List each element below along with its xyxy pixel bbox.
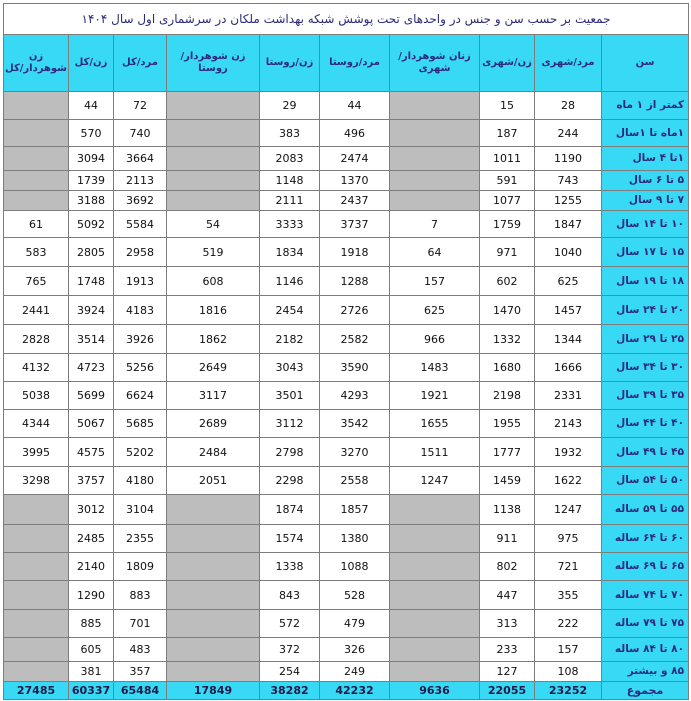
value-cell: 1816 bbox=[167, 296, 260, 325]
empty-cell bbox=[167, 662, 260, 682]
age-group-cell: ۴۰ تا ۴۴ سال bbox=[602, 410, 689, 438]
empty-cell bbox=[390, 638, 480, 662]
empty-cell bbox=[167, 553, 260, 581]
empty-cell bbox=[167, 171, 260, 191]
table-row bbox=[4, 267, 689, 296]
empty-cell bbox=[390, 120, 480, 147]
value-cell: 602 bbox=[480, 267, 535, 296]
value-cell: 966 bbox=[390, 325, 480, 354]
age-group-cell: ۵ تا ۶ سال bbox=[602, 171, 689, 191]
age-group-cell: ۵۵ تا ۵۹ ساله bbox=[602, 495, 689, 525]
table-row bbox=[4, 410, 689, 438]
age-group-cell: ۱ماه تا ۱سال bbox=[602, 120, 689, 147]
table-row bbox=[4, 211, 689, 238]
value-cell: 605 bbox=[69, 638, 114, 662]
table-row bbox=[4, 325, 689, 354]
value-cell: 3043 bbox=[260, 354, 320, 382]
age-group-cell: ۲۰ تا ۲۴ سال bbox=[602, 296, 689, 325]
table-row bbox=[4, 662, 689, 682]
empty-cell bbox=[4, 581, 69, 610]
value-cell: 1921 bbox=[390, 382, 480, 410]
value-cell: 72 bbox=[114, 92, 167, 120]
value-cell: 1847 bbox=[535, 211, 602, 238]
age-group-cell: ۶۵ تا ۶۹ ساله bbox=[602, 553, 689, 581]
value-cell: 2805 bbox=[69, 238, 114, 267]
table-row bbox=[4, 92, 689, 120]
value-cell: 5584 bbox=[114, 211, 167, 238]
empty-cell bbox=[4, 171, 69, 191]
value-cell: 3117 bbox=[167, 382, 260, 410]
value-cell: 1190 bbox=[535, 147, 602, 171]
value-cell: 2298 bbox=[260, 467, 320, 495]
value-cell: 381 bbox=[69, 662, 114, 682]
value-cell: 4132 bbox=[4, 354, 69, 382]
age-group-cell: ۱۰ تا ۱۴ سال bbox=[602, 211, 689, 238]
total-value-cell: 27485 bbox=[4, 682, 69, 700]
value-cell: 1834 bbox=[260, 238, 320, 267]
value-cell: 1370 bbox=[320, 171, 390, 191]
value-cell: 355 bbox=[535, 581, 602, 610]
value-cell: 765 bbox=[4, 267, 69, 296]
table-title: جمعیت بر حسب سن و جنس در واحدهای تحت پوشش شبکه بهداشت ملکان در سرشماری اول سال ۱۴۰۴ bbox=[4, 4, 689, 35]
table-row bbox=[4, 238, 689, 267]
value-cell: 44 bbox=[320, 92, 390, 120]
empty-cell bbox=[390, 171, 480, 191]
value-cell: 483 bbox=[114, 638, 167, 662]
value-cell: 249 bbox=[320, 662, 390, 682]
empty-cell bbox=[390, 191, 480, 211]
table-row bbox=[4, 382, 689, 410]
empty-cell bbox=[167, 638, 260, 662]
value-cell: 1777 bbox=[480, 438, 535, 467]
table-row bbox=[4, 296, 689, 325]
table-row bbox=[4, 354, 689, 382]
value-cell: 1666 bbox=[535, 354, 602, 382]
population-table-container bbox=[3, 3, 688, 698]
value-cell: 2051 bbox=[167, 467, 260, 495]
value-cell: 244 bbox=[535, 120, 602, 147]
value-cell: 447 bbox=[480, 581, 535, 610]
value-cell: 64 bbox=[390, 238, 480, 267]
value-cell: 254 bbox=[260, 662, 320, 682]
value-cell: 357 bbox=[114, 662, 167, 682]
table-row bbox=[4, 467, 689, 495]
value-cell: 1955 bbox=[480, 410, 535, 438]
value-cell: 2113 bbox=[114, 171, 167, 191]
value-cell: 1470 bbox=[480, 296, 535, 325]
value-cell: 157 bbox=[535, 638, 602, 662]
value-cell: 157 bbox=[390, 267, 480, 296]
total-value-cell: 22055 bbox=[480, 682, 535, 700]
empty-cell bbox=[167, 92, 260, 120]
value-cell: 2484 bbox=[167, 438, 260, 467]
value-cell: 3542 bbox=[320, 410, 390, 438]
value-cell: 496 bbox=[320, 120, 390, 147]
total-value-cell: 38282 bbox=[260, 682, 320, 700]
total-value-cell: 65484 bbox=[114, 682, 167, 700]
empty-cell bbox=[4, 553, 69, 581]
value-cell: 1077 bbox=[480, 191, 535, 211]
header-age: سن bbox=[602, 35, 689, 92]
value-cell: 2198 bbox=[480, 382, 535, 410]
header-married-female-urban: زنان شوهردار/شهری bbox=[390, 35, 480, 92]
age-group-cell: ۳۰ تا ۳۴ سال bbox=[602, 354, 689, 382]
table-row bbox=[4, 553, 689, 581]
value-cell: 3926 bbox=[114, 325, 167, 354]
value-cell: 3590 bbox=[320, 354, 390, 382]
value-cell: 2083 bbox=[260, 147, 320, 171]
value-cell: 1459 bbox=[480, 467, 535, 495]
value-cell: 326 bbox=[320, 638, 390, 662]
age-group-cell: ۲۵ تا ۲۹ سال bbox=[602, 325, 689, 354]
total-value-cell: 17849 bbox=[167, 682, 260, 700]
value-cell: 2485 bbox=[69, 525, 114, 553]
value-cell: 3104 bbox=[114, 495, 167, 525]
value-cell: 1655 bbox=[390, 410, 480, 438]
value-cell: 2437 bbox=[320, 191, 390, 211]
value-cell: 1918 bbox=[320, 238, 390, 267]
value-cell: 5067 bbox=[69, 410, 114, 438]
value-cell: 1011 bbox=[480, 147, 535, 171]
empty-cell bbox=[4, 495, 69, 525]
value-cell: 187 bbox=[480, 120, 535, 147]
value-cell: 1146 bbox=[260, 267, 320, 296]
value-cell: 127 bbox=[480, 662, 535, 682]
empty-cell bbox=[390, 147, 480, 171]
value-cell: 7 bbox=[390, 211, 480, 238]
empty-cell bbox=[390, 553, 480, 581]
value-cell: 2182 bbox=[260, 325, 320, 354]
value-cell: 2111 bbox=[260, 191, 320, 211]
value-cell: 3298 bbox=[4, 467, 69, 495]
value-cell: 3333 bbox=[260, 211, 320, 238]
value-cell: 2331 bbox=[535, 382, 602, 410]
total-value-cell: 60337 bbox=[69, 682, 114, 700]
total-label: مجموع bbox=[602, 682, 689, 700]
empty-cell bbox=[167, 495, 260, 525]
value-cell: 885 bbox=[69, 610, 114, 638]
empty-cell bbox=[390, 92, 480, 120]
empty-cell bbox=[390, 610, 480, 638]
value-cell: 1290 bbox=[69, 581, 114, 610]
value-cell: 15 bbox=[480, 92, 535, 120]
total-value-cell: 23252 bbox=[535, 682, 602, 700]
header-married-female-total: زن شوهردار/کل bbox=[4, 35, 69, 92]
value-cell: 3012 bbox=[69, 495, 114, 525]
value-cell: 1857 bbox=[320, 495, 390, 525]
value-cell: 583 bbox=[4, 238, 69, 267]
value-cell: 572 bbox=[260, 610, 320, 638]
value-cell: 1088 bbox=[320, 553, 390, 581]
value-cell: 3757 bbox=[69, 467, 114, 495]
table-row bbox=[4, 495, 689, 525]
empty-cell bbox=[390, 662, 480, 682]
value-cell: 383 bbox=[260, 120, 320, 147]
value-cell: 233 bbox=[480, 638, 535, 662]
empty-cell bbox=[4, 147, 69, 171]
value-cell: 4344 bbox=[4, 410, 69, 438]
value-cell: 1622 bbox=[535, 467, 602, 495]
age-group-cell: ۵۰ تا ۵۴ سال bbox=[602, 467, 689, 495]
value-cell: 2355 bbox=[114, 525, 167, 553]
value-cell: 1511 bbox=[390, 438, 480, 467]
value-cell: 1138 bbox=[480, 495, 535, 525]
empty-cell bbox=[4, 120, 69, 147]
table-row bbox=[4, 638, 689, 662]
value-cell: 2454 bbox=[260, 296, 320, 325]
table-row bbox=[4, 438, 689, 467]
age-group-cell: ۸۵ و بیشتر bbox=[602, 662, 689, 682]
empty-cell bbox=[167, 525, 260, 553]
value-cell: 4183 bbox=[114, 296, 167, 325]
value-cell: 3664 bbox=[114, 147, 167, 171]
value-cell: 591 bbox=[480, 171, 535, 191]
value-cell: 372 bbox=[260, 638, 320, 662]
table-row bbox=[4, 525, 689, 553]
empty-cell bbox=[167, 581, 260, 610]
empty-cell bbox=[390, 525, 480, 553]
value-cell: 3501 bbox=[260, 382, 320, 410]
value-cell: 61 bbox=[4, 211, 69, 238]
value-cell: 5256 bbox=[114, 354, 167, 382]
value-cell: 625 bbox=[535, 267, 602, 296]
value-cell: 740 bbox=[114, 120, 167, 147]
value-cell: 28 bbox=[535, 92, 602, 120]
value-cell: 1457 bbox=[535, 296, 602, 325]
value-cell: 2474 bbox=[320, 147, 390, 171]
age-group-cell: کمتر از ۱ ماه bbox=[602, 92, 689, 120]
value-cell: 3188 bbox=[69, 191, 114, 211]
value-cell: 4723 bbox=[69, 354, 114, 382]
value-cell: 883 bbox=[114, 581, 167, 610]
value-cell: 5202 bbox=[114, 438, 167, 467]
age-group-cell: ۳۵ تا ۳۹ سال bbox=[602, 382, 689, 410]
value-cell: 721 bbox=[535, 553, 602, 581]
empty-cell bbox=[4, 191, 69, 211]
value-cell: 5038 bbox=[4, 382, 69, 410]
empty-cell bbox=[390, 495, 480, 525]
value-cell: 44 bbox=[69, 92, 114, 120]
value-cell: 3692 bbox=[114, 191, 167, 211]
table-row bbox=[4, 120, 689, 147]
age-group-cell: ۱۵ تا ۱۷ سال bbox=[602, 238, 689, 267]
table-row bbox=[4, 171, 689, 191]
age-group-cell: ۷۰ تا ۷۴ ساله bbox=[602, 581, 689, 610]
empty-cell bbox=[4, 638, 69, 662]
value-cell: 1288 bbox=[320, 267, 390, 296]
value-cell: 1748 bbox=[69, 267, 114, 296]
age-group-cell: ۷ تا ۹ سال bbox=[602, 191, 689, 211]
value-cell: 1344 bbox=[535, 325, 602, 354]
empty-cell bbox=[4, 525, 69, 553]
value-cell: 3924 bbox=[69, 296, 114, 325]
value-cell: 3112 bbox=[260, 410, 320, 438]
value-cell: 3270 bbox=[320, 438, 390, 467]
empty-cell bbox=[4, 92, 69, 120]
value-cell: 701 bbox=[114, 610, 167, 638]
value-cell: 2828 bbox=[4, 325, 69, 354]
value-cell: 6624 bbox=[114, 382, 167, 410]
value-cell: 2140 bbox=[69, 553, 114, 581]
value-cell: 5092 bbox=[69, 211, 114, 238]
value-cell: 1913 bbox=[114, 267, 167, 296]
age-group-cell: ۶۰ تا ۶۴ ساله bbox=[602, 525, 689, 553]
value-cell: 1874 bbox=[260, 495, 320, 525]
value-cell: 625 bbox=[390, 296, 480, 325]
empty-cell bbox=[167, 191, 260, 211]
value-cell: 2649 bbox=[167, 354, 260, 382]
value-cell: 1932 bbox=[535, 438, 602, 467]
header-male-total: مرد/کل bbox=[114, 35, 167, 92]
empty-cell bbox=[4, 610, 69, 638]
value-cell: 4575 bbox=[69, 438, 114, 467]
value-cell: 743 bbox=[535, 171, 602, 191]
age-group-cell: ۸۰ تا ۸۴ ساله bbox=[602, 638, 689, 662]
value-cell: 2726 bbox=[320, 296, 390, 325]
value-cell: 1380 bbox=[320, 525, 390, 553]
age-group-cell: ۴۵ تا ۴۹ سال bbox=[602, 438, 689, 467]
value-cell: 1809 bbox=[114, 553, 167, 581]
total-value-cell: 9636 bbox=[390, 682, 480, 700]
age-group-cell: ۱۸ تا ۱۹ سال bbox=[602, 267, 689, 296]
value-cell: 1040 bbox=[535, 238, 602, 267]
empty-cell bbox=[167, 120, 260, 147]
value-cell: 1247 bbox=[535, 495, 602, 525]
value-cell: 2143 bbox=[535, 410, 602, 438]
value-cell: 1483 bbox=[390, 354, 480, 382]
value-cell: 2582 bbox=[320, 325, 390, 354]
table-row bbox=[4, 191, 689, 211]
table-row bbox=[4, 147, 689, 171]
value-cell: 971 bbox=[480, 238, 535, 267]
value-cell: 3094 bbox=[69, 147, 114, 171]
value-cell: 608 bbox=[167, 267, 260, 296]
value-cell: 911 bbox=[480, 525, 535, 553]
value-cell: 975 bbox=[535, 525, 602, 553]
empty-cell bbox=[4, 662, 69, 682]
header-female-urban: زن/شهری bbox=[480, 35, 535, 92]
value-cell: 570 bbox=[69, 120, 114, 147]
header-male-urban: مرد/شهری bbox=[535, 35, 602, 92]
value-cell: 2798 bbox=[260, 438, 320, 467]
header-female-total: زن/کل bbox=[69, 35, 114, 92]
population-table bbox=[3, 3, 689, 700]
total-row bbox=[4, 682, 689, 700]
value-cell: 1148 bbox=[260, 171, 320, 191]
value-cell: 1739 bbox=[69, 171, 114, 191]
value-cell: 2558 bbox=[320, 467, 390, 495]
value-cell: 802 bbox=[480, 553, 535, 581]
value-cell: 479 bbox=[320, 610, 390, 638]
value-cell: 4180 bbox=[114, 467, 167, 495]
value-cell: 1680 bbox=[480, 354, 535, 382]
value-cell: 2958 bbox=[114, 238, 167, 267]
table-row bbox=[4, 581, 689, 610]
age-group-cell: ۷۵ تا ۷۹ ساله bbox=[602, 610, 689, 638]
value-cell: 222 bbox=[535, 610, 602, 638]
age-group-cell: ۱تا ۴ سال bbox=[602, 147, 689, 171]
value-cell: 1247 bbox=[390, 467, 480, 495]
header-married-female-rural: زن شوهردار/روستا bbox=[167, 35, 260, 92]
table-row bbox=[4, 610, 689, 638]
value-cell: 2441 bbox=[4, 296, 69, 325]
value-cell: 313 bbox=[480, 610, 535, 638]
header-row bbox=[4, 35, 689, 92]
value-cell: 3514 bbox=[69, 325, 114, 354]
value-cell: 519 bbox=[167, 238, 260, 267]
header-female-rural: زن/روستا bbox=[260, 35, 320, 92]
value-cell: 1332 bbox=[480, 325, 535, 354]
value-cell: 1338 bbox=[260, 553, 320, 581]
value-cell: 528 bbox=[320, 581, 390, 610]
value-cell: 1759 bbox=[480, 211, 535, 238]
value-cell: 843 bbox=[260, 581, 320, 610]
value-cell: 2689 bbox=[167, 410, 260, 438]
header-male-rural: مرد/روستا bbox=[320, 35, 390, 92]
value-cell: 4293 bbox=[320, 382, 390, 410]
value-cell: 5699 bbox=[69, 382, 114, 410]
value-cell: 1862 bbox=[167, 325, 260, 354]
empty-cell bbox=[167, 147, 260, 171]
total-value-cell: 42232 bbox=[320, 682, 390, 700]
value-cell: 54 bbox=[167, 211, 260, 238]
value-cell: 1255 bbox=[535, 191, 602, 211]
empty-cell bbox=[167, 610, 260, 638]
value-cell: 108 bbox=[535, 662, 602, 682]
value-cell: 3737 bbox=[320, 211, 390, 238]
value-cell: 1574 bbox=[260, 525, 320, 553]
value-cell: 29 bbox=[260, 92, 320, 120]
value-cell: 3995 bbox=[4, 438, 69, 467]
empty-cell bbox=[390, 581, 480, 610]
value-cell: 5685 bbox=[114, 410, 167, 438]
